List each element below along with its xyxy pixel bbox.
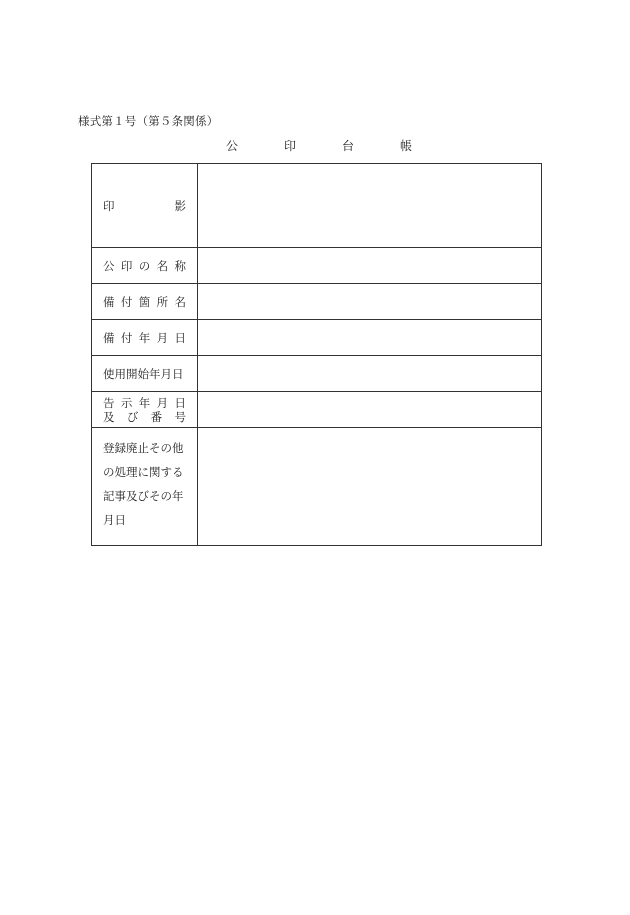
- label-start-date: 使用開始年月日: [92, 356, 198, 392]
- title-char: 帳: [399, 139, 412, 153]
- label-installed-date: 備 付 年 月 日: [92, 320, 198, 356]
- row-seal-name: [92, 248, 542, 284]
- row-installed-date: [92, 320, 542, 356]
- row-notice: [92, 392, 542, 428]
- row-location: [92, 284, 542, 320]
- value-notice[interactable]: [198, 392, 542, 428]
- label-impression: 印 影: [92, 164, 198, 248]
- value-start-date[interactable]: [198, 356, 542, 392]
- label-seal-name: 公 印 の 名 称: [92, 248, 198, 284]
- value-location[interactable]: [198, 284, 542, 320]
- form-reference: 様式第１号（第５条関係）: [78, 114, 219, 128]
- row-abolition: [92, 428, 542, 546]
- title-char: 公: [226, 139, 239, 153]
- value-seal-name[interactable]: [198, 248, 542, 284]
- title-char: 印: [283, 139, 296, 153]
- title-char: 台: [341, 139, 354, 153]
- label-notice: 告 示 年 月 日 及 び 番 号: [92, 392, 198, 428]
- label-location: 備 付 箇 所 名: [92, 284, 198, 320]
- row-impression: [92, 164, 542, 248]
- value-installed-date[interactable]: [198, 320, 542, 356]
- row-start-date: [92, 356, 542, 392]
- value-abolition[interactable]: [198, 428, 542, 546]
- label-abolition: 登録廃止その他 の処理に関する 記事及びその年 月日: [92, 428, 198, 546]
- document-title: [226, 137, 412, 154]
- seal-ledger-table: [91, 163, 542, 546]
- value-impression[interactable]: [198, 164, 542, 248]
